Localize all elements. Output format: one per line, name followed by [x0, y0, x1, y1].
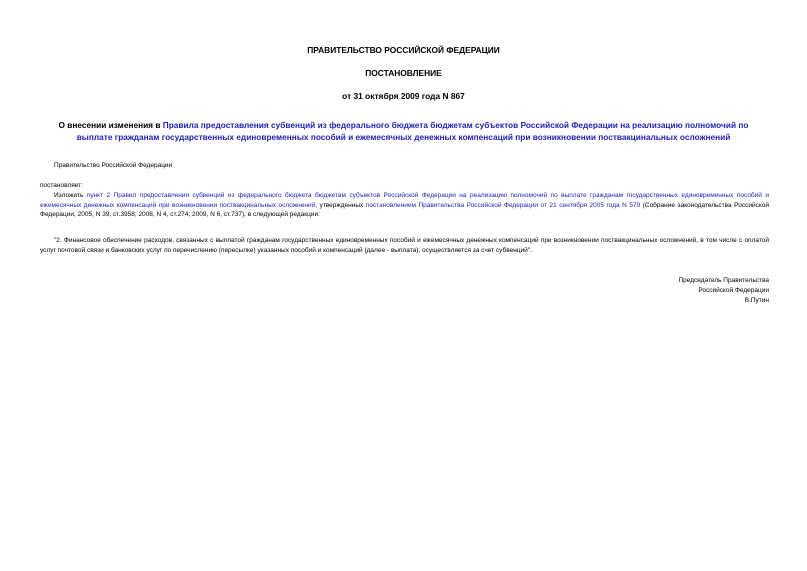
document-type: ПОСТАНОВЛЕНИЕ [365, 68, 442, 78]
signature-org: Российской Федерации [698, 287, 769, 294]
rules-point-2-link[interactable]: пункт 2 Правил предоставления субвенций из федерального бюджета бюджетам субъектов Российской Федерации на реализацию полномочий по выплате гражданам государственных единовременных пособий и ежемесячных денежных компенсаций при возникновении поствакцинальных осложнений [40, 192, 769, 209]
para1-suffix: (Собрание законодательства Российской Федерации, 2005, N 39, ст.3958; 2008, N 4, ст.274; 2009, N 6, ст.737), в следующей редакции: [40, 201, 769, 218]
signature-name: В.Путин [744, 297, 769, 304]
paragraph-new-text: "2. Финансовое обеспечение расходов, связанных с выплатой гражданам государственных единовременных пособий и ежемесячных денежных компенсаций при возникновении поствакцинальных осложнений, в том числе с оплатой услуг почтовой связи и банковских услуг по перечислению (пересылке) указанных пособий и компенсаций (далее - выплата), осуществляется за счет субвенций". [40, 237, 769, 254]
document-date-number: от 31 октября 2009 года N 867 [342, 91, 465, 101]
signature-title: Председатель Правительства [678, 277, 769, 284]
resolves-label: постановляет: [40, 182, 83, 189]
paragraph-amendment [40, 191, 769, 220]
subject-prefix: О внесении изменения в [58, 120, 163, 130]
document-subject [40, 120, 767, 143]
para1-middle: , утвержденных [315, 201, 366, 209]
government-title: ПРАВИТЕЛЬСТВО РОССИЙСКОЙ ФЕДЕРАЦИИ [307, 45, 500, 55]
decree-579-link[interactable]: постановлением Правительства Российской Федерации от 21 сентября 2005 года N 579 [365, 201, 641, 209]
government-line: Правительство Российской Федерации [54, 162, 173, 169]
rules-link[interactable]: Правила предоставления субвенций из федерального бюджета бюджетам субъектов Российской Федерации на реализацию полномочий по выплате гражданам государственных единовременных пособий и ежемесячных денежных компенсаций при возникновении поствакцинальных осложнений [76, 120, 749, 142]
para1-prefix: Изложить [54, 192, 87, 199]
